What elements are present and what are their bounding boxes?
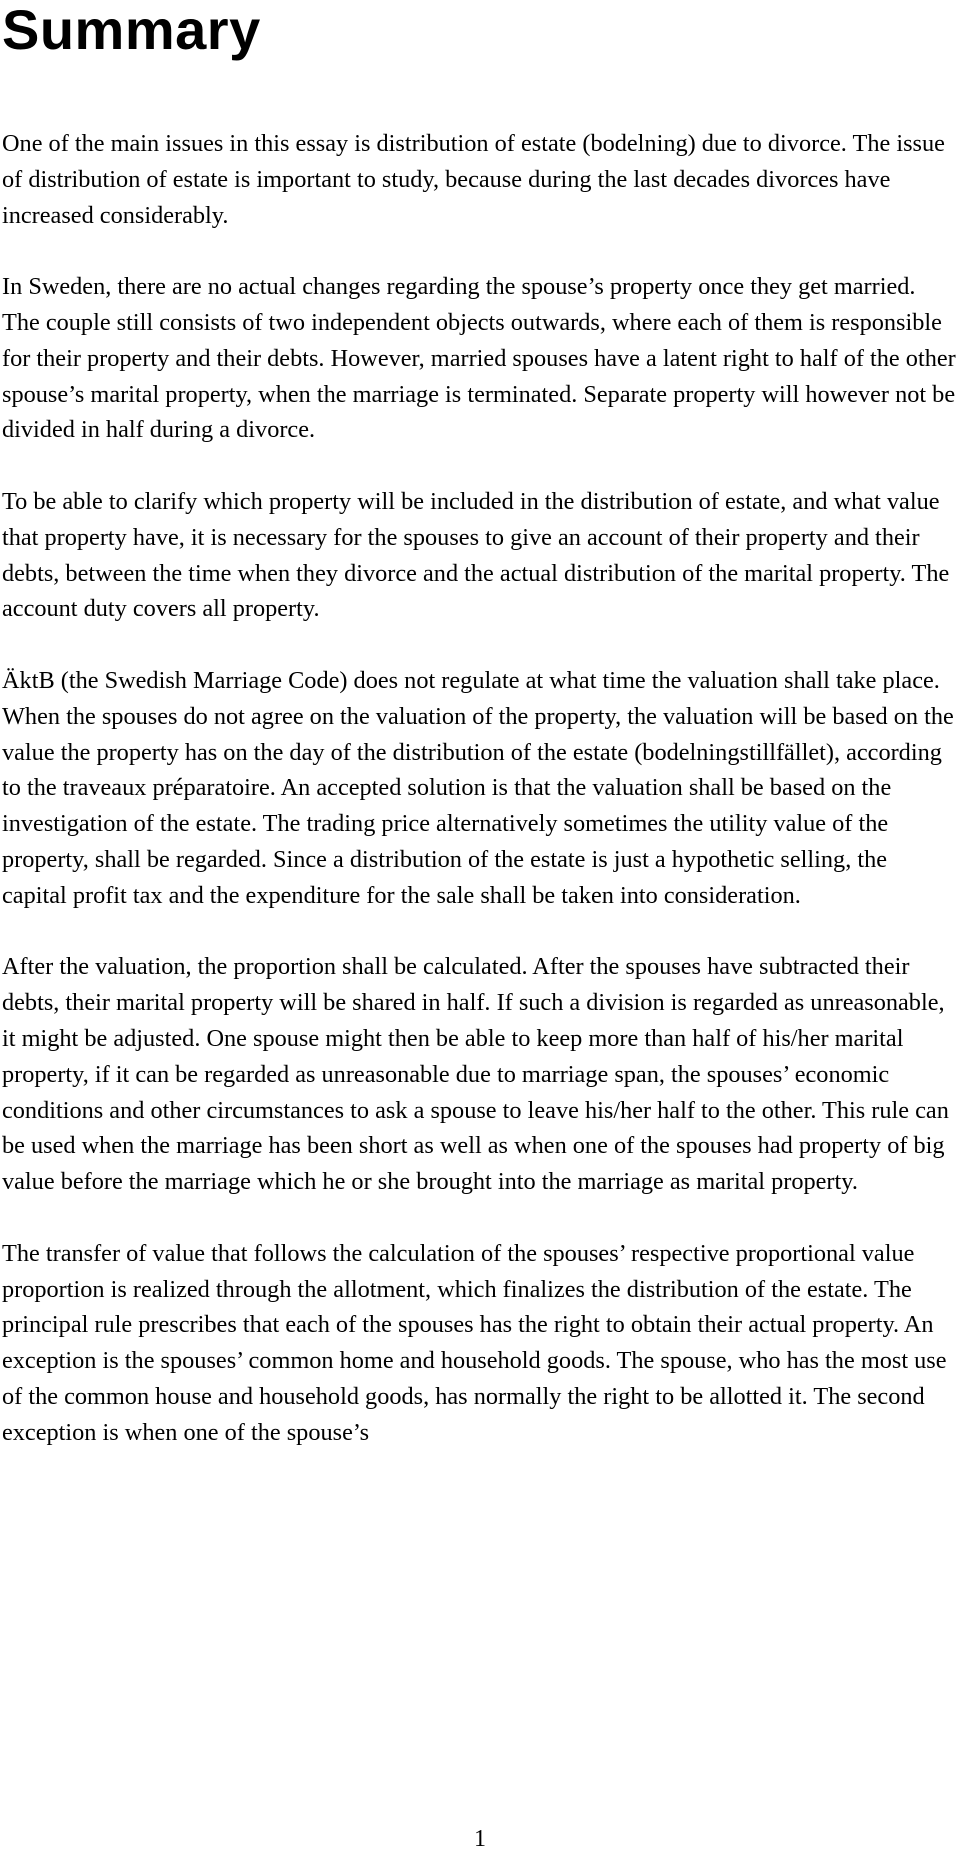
paragraph: The transfer of value that follows the calculation of the spouses’ respective proportional value proportion is realized through the allotment, which finalizes the distribution of the estate. The principal rule prescribes that each of the spouses has the right to obtain their actual property. An exception is the spouses’ common home and household goods. The spouse, who has the most use of the common house and household goods, has normally the right to be allotted it. The second exception is when one of the spouse’s <box>2 1239 947 1446</box>
paragraph: One of the main issues in this essay is distribution of estate (bodelning) due to divorce. The issue of distribution of estate is important to study, because during the last decades divorces have increased considerably. <box>2 130 945 229</box>
summary-body <box>2 126 957 1450</box>
paragraph: After the valuation, the proportion shall be calculated. After the spouses have subtracted their debts, their marital property will be shared in half. If such a division is regarded as unreasonable, it might be adjusted. One spouse might then be able to keep more than half of his/her marital property, if it can be regarded as unreasonable due to marriage span, the spouses’ economic conditions and other circumstances to ask a spouse to leave his/her half to the other. This rule can be used when the marriage has been short as well as when one of the spouses had property of big value before the marriage which he or she brought into the marriage as marital property. <box>2 953 949 1196</box>
paragraph: To be able to clarify which property will be included in the distribution of estate, and what value that property have, it is necessary for the spouses to give an account of their property and their debts, between the time when they divorce and the actual distribution of the marital property. The account duty covers all property. <box>2 487 950 623</box>
page-number: 1 <box>474 1826 486 1852</box>
paragraph: In Sweden, there are no actual changes regarding the spouse’s property once they get married. The couple still consists of two independent objects outwards, where each of them is responsible for their property and their debts. However, married spouses have a latent right to half of the other spouse’s marital property, when the marriage is terminated. Separate property will however not be divided in half during a divorce. <box>2 273 956 444</box>
page-title: Summary <box>2 0 261 61</box>
paragraph: ÄktB (the Swedish Marriage Code) does not regulate at what time the valuation shall take place. When the spouses do not agree on the valuation of the property, the valuation will be based on the value the property has on the day of the distribution of the estate (bodelningstillfället), according to the traveaux préparatoire. An accepted solution is that the valuation shall be based on the investigation of the estate. The trading price alternatively sometimes the utility value of the property, shall be regarded. Since a distribution of the estate is just a hypothetic selling, the capital profit tax and the expenditure for the sale shall be taken into consideration. <box>2 666 954 909</box>
